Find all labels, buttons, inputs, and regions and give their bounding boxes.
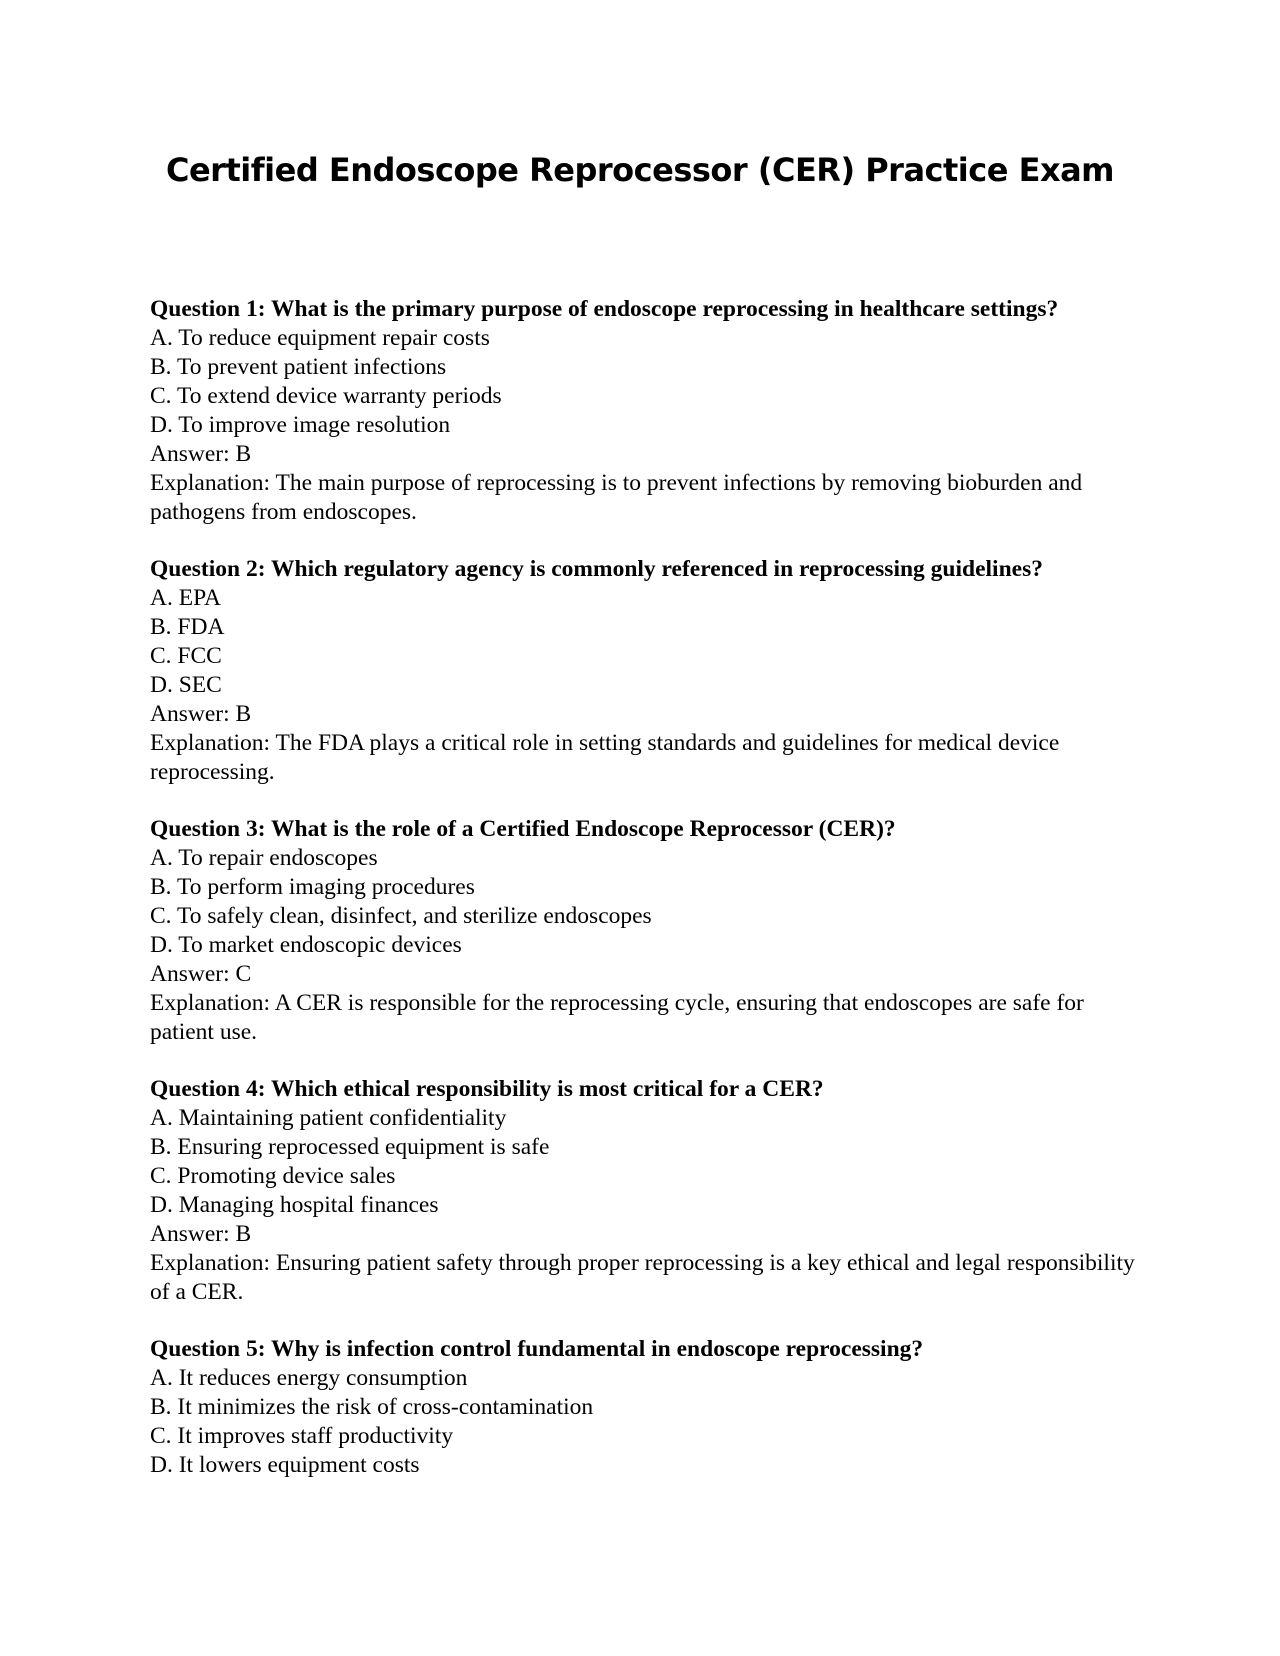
question-2	[150, 555, 1150, 787]
option-c: C. It improves staff productivity	[150, 1423, 454, 1449]
option-b: B. It minimizes the risk of cross-contamination	[150, 1394, 594, 1420]
option-d: D. Managing hospital finances	[150, 1192, 439, 1218]
explanation: Explanation: A CER is responsible for the reprocessing cycle, ensuring that endoscopes are safe for patient use.	[150, 990, 1084, 1045]
option-d: D. SEC	[150, 672, 222, 698]
question-4	[150, 1075, 1150, 1307]
option-a: A. To reduce equipment repair costs	[150, 325, 490, 351]
option-c: C. To safely clean, disinfect, and sterilize endoscopes	[150, 903, 652, 929]
answer: Answer: C	[150, 961, 252, 987]
question-list	[150, 295, 1150, 1508]
question-heading: Question 2: Which regulatory agency is commonly referenced in reprocessing guidelines?	[150, 556, 1043, 582]
option-b: B. FDA	[150, 614, 225, 640]
option-b: B. Ensuring reprocessed equipment is safe	[150, 1134, 550, 1160]
question-heading: Question 4: Which ethical responsibility is most critical for a CER?	[150, 1076, 824, 1102]
option-a: A. It reduces energy consumption	[150, 1365, 468, 1391]
option-c: C. Promoting device sales	[150, 1163, 396, 1189]
option-d: D. To market endoscopic devices	[150, 932, 462, 958]
option-b: B. To perform imaging procedures	[150, 874, 475, 900]
question-1	[150, 295, 1150, 527]
question-5	[150, 1335, 1150, 1480]
question-heading: Question 3: What is the role of a Certified Endoscope Reprocessor (CER)?	[150, 816, 896, 842]
option-a: A. EPA	[150, 585, 221, 611]
option-b: B. To prevent patient infections	[150, 354, 447, 380]
option-d: D. To improve image resolution	[150, 412, 451, 438]
answer: Answer: B	[150, 701, 252, 727]
option-c: C. FCC	[150, 643, 222, 669]
question-heading: Question 1: What is the primary purpose of endoscope reprocessing in healthcare settings?	[150, 296, 1059, 322]
option-d: D. It lowers equipment costs	[150, 1452, 420, 1478]
answer: Answer: B	[150, 1221, 252, 1247]
explanation: Explanation: Ensuring patient safety through proper reprocessing is a key ethical and legal responsibility of a CER.	[150, 1250, 1135, 1305]
explanation: Explanation: The main purpose of reprocessing is to prevent infections by removing bioburden and pathogens from endoscopes.	[150, 470, 1083, 525]
page-title: Certified Endoscope Reprocessor (CER) Practice Exam	[165, 151, 1115, 189]
explanation: Explanation: The FDA plays a critical role in setting standards and guidelines for medical device reprocessing.	[150, 730, 1060, 785]
question-heading: Question 5: Why is infection control fundamental in endoscope reprocessing?	[150, 1336, 924, 1362]
question-3	[150, 815, 1150, 1047]
answer: Answer: B	[150, 441, 252, 467]
option-a: A. Maintaining patient confidentiality	[150, 1105, 507, 1131]
option-a: A. To repair endoscopes	[150, 845, 378, 871]
option-c: C. To extend device warranty periods	[150, 383, 502, 409]
